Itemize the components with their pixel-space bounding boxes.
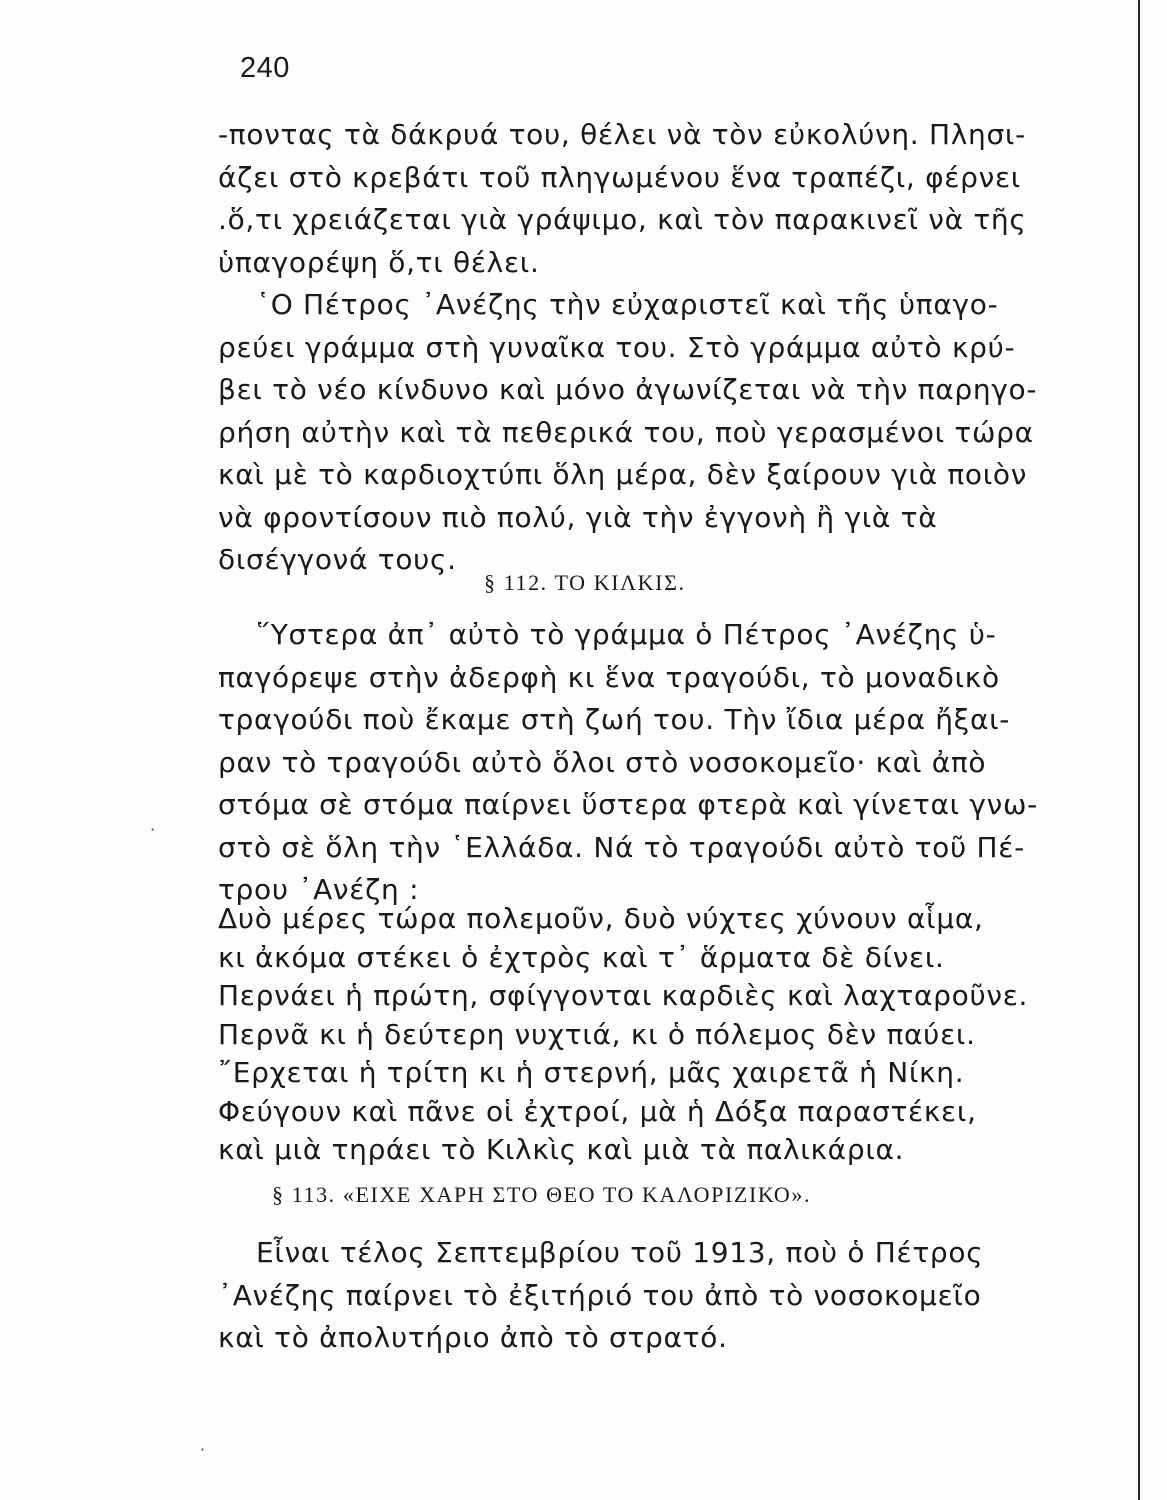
- poem-line: Περνάει ἡ πρώτη, σφίγγονται καρδιὲς καὶ λαχταροῦνε.: [218, 979, 1029, 1012]
- text-line: ῞Υστερα ἀπ᾿ αὐτὸ τὸ γράμμα ὁ Πέτρος ᾿Ανέζης ὑ-: [256, 618, 997, 651]
- text-line: στόμα σὲ στόμα παίρνει ὕστερα φτερὰ καὶ γίνεται γνω-: [218, 788, 1038, 821]
- text-line: ᾿Ανέζης παίρνει τὸ ἐξιτήριό του ἀπὸ τὸ νοσοκομεῖο: [218, 1278, 982, 1312]
- text-line: παγόρεψε στὴν ἀδερφὴ κι ἕνα τραγούδι, τὸ μοναδικὸ: [218, 660, 1000, 694]
- text-line: άζει στὸ κρεβάτι τοῦ πληγωμένου ἕνα τραπέζι, φέρνει: [218, 160, 1021, 194]
- paragraph-letter: [218, 284, 1038, 582]
- paragraph-continuation: [218, 114, 1038, 284]
- text-line: ρεύει γράμμα στὴ γυναῖκα του. Στὸ γράμμα αὐτὸ κρύ-: [218, 330, 1016, 364]
- poem-line: ῎Ερχεται ἡ τρίτη κι ἡ στερνή, μᾶς χαιρετᾶ ἡ Νίκη.: [218, 1056, 965, 1089]
- text-line: τρου ᾿Ανέζη :: [218, 873, 420, 906]
- text-line: ραν τὸ τραγούδι αὐτὸ ὅλοι στὸ νοσοκομεῖο· καὶ ἀπὸ: [218, 745, 987, 779]
- text-line: τραγούδι ποὺ ἔκαμε στὴ ζωή του. Τὴν ἴδια μέρα ἤξαι-: [218, 703, 1011, 736]
- poem-line: Δυὸ μέρες τώρα πολεμοῦν, δυὸ νύχτες χύνουν αἷμα,: [218, 902, 984, 935]
- scan-speck: ·: [150, 820, 156, 839]
- text-line: ῾Ο Πέτρος ᾿Ανέζης τὴν εὐχαριστεῖ καὶ τῆς ὑπαγο-: [256, 288, 999, 321]
- text-line: ρήση αὐτὴν καὶ τὰ πεθερικά του, ποὺ γερασμένοι τώρα: [218, 415, 1034, 449]
- text-line: -ποντας τὰ δάκρυά του, θέλει νὰ τὸν εὐκολύνη. Πλησι-: [218, 118, 1026, 151]
- poem-line: καὶ μιὰ τηράει τὸ Κιλκὶς καὶ μιὰ τὰ παλικάρια.: [218, 1133, 905, 1166]
- text-line: Εἶναι τέλος Σεπτεμβρίου τοῦ 1913, ποὺ ὁ Πέτρος: [256, 1236, 984, 1269]
- section-heading-112: § 112. ΤΟ ΚΙΛΚΙΣ.: [484, 570, 686, 595]
- page-number: 240: [240, 52, 290, 84]
- section-heading-113: § 113. «ΕΙΧΕ ΧΑΡΗ ΣΤΟ ΘΕΟ ΤΟ ΚΑΛΟΡΙΖΙΚΟ».: [272, 1182, 812, 1207]
- paragraph-discharge: [218, 1232, 1038, 1360]
- paragraph-song-intro: [218, 614, 1038, 912]
- poem-line: κι ἀκόμα στέκει ὁ ἐχτρὸς καὶ τ᾿ ἅρματα δὲ δίνει.: [218, 940, 945, 974]
- scan-speck: ·: [200, 1440, 206, 1459]
- poem-line: Περνᾶ κι ἡ δεύτερη νυχτιά, κι ὁ πόλεμος δὲν παύει.: [218, 1017, 976, 1051]
- text-line: νὰ φροντίσουν πιὸ πολύ, γιὰ τὴν ἐγγονὴ ἢ γιὰ τὰ: [218, 500, 938, 534]
- text-line: στὸ σὲ ὅλη τὴν ῾Ελλάδα. Νά τὸ τραγούδι αὐτὸ τοῦ Πέ-: [218, 830, 1025, 864]
- text-line: δισέγγονά τους.: [218, 543, 457, 576]
- text-line: βει τὸ νέο κίνδυνο καὶ μόνο ἀγωνίζεται νὰ τὴν παρηγο-: [218, 373, 1038, 406]
- text-line: .ὅ,τι χρειάζεται γιὰ γράψιμο, καὶ τὸν παρακινεῖ νὰ τῆς: [218, 203, 1027, 236]
- text-line: καὶ τὸ ἀπολυτήριο ἀπὸ τὸ στρατό.: [218, 1321, 728, 1354]
- text-line: ὑπαγορέψη ὅ,τι θέλει.: [218, 245, 540, 279]
- text-line: καὶ μὲ τὸ καρδιοχτύπι ὅλη μέρα, δὲν ξαίρουν γιὰ ποιὸν: [218, 458, 1028, 491]
- poem-line: Φεύγουν καὶ πᾶνε οἱ ἐχτροί, μὰ ἡ Δόξα παραστέκει,: [218, 1094, 977, 1128]
- page-edge-line: [1138, 0, 1140, 1500]
- poem: [218, 900, 1038, 1170]
